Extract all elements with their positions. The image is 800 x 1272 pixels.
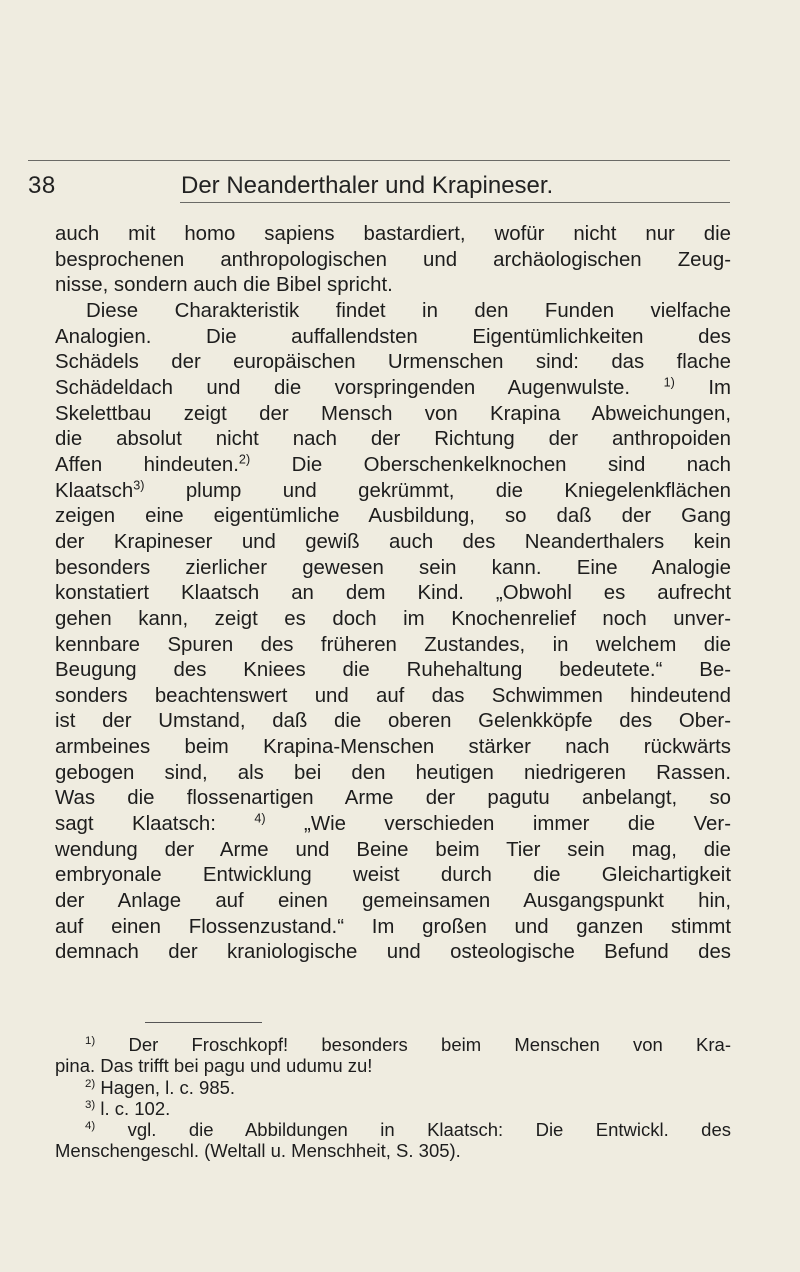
header-bottom-rule xyxy=(180,202,730,203)
text-line xyxy=(55,376,731,402)
text-line: konstatiert Klaatsch an dem Kind. „Obwohl es aufrecht xyxy=(55,582,731,605)
footnote-text: l. c. 102. xyxy=(100,1097,171,1119)
text-segment: Schädeldach und die vorspringenden Augenwulste. xyxy=(55,376,631,399)
text-line: besprochenen anthropologischen und archäologischen Zeug- xyxy=(55,248,731,271)
footnote-2 xyxy=(55,1077,731,1098)
text-line: auf einen Flossenzustand.“ Im großen und ganzen stimmt xyxy=(55,915,731,938)
text-segment: „Wie verschieden immer die Ver- xyxy=(304,813,731,836)
text-line: Diese Charakteristik findet in den Funden vielfache xyxy=(86,299,731,322)
footnote-text: Hagen, l. c. 985. xyxy=(100,1076,236,1098)
text-line: auch mit homo sapiens bastardiert, wofür nicht nur die xyxy=(55,223,731,245)
text-segment: Die Oberschenkelknochen sind nach xyxy=(291,453,731,476)
text-line: zeigen eine eigentümliche Ausbildung, so daß der Gang xyxy=(55,505,731,528)
text-line: gehen kann, zeigt es doch im Knochenrelief noch unver- xyxy=(55,607,731,630)
text-line: Skelettbau zeigt der Mensch von Krapina Abweichungen, xyxy=(55,402,731,425)
footnote-ref: 3) xyxy=(133,477,145,492)
text-line: Was die flossenartigen Arme der pagutu anbelangt, so xyxy=(55,787,731,810)
footnote-marker: 1) xyxy=(85,1035,96,1048)
text-segment: Affen hindeuten. xyxy=(55,453,239,476)
text-line: der Anlage auf einen gemeinsamen Ausgangspunkt hin, xyxy=(55,890,731,913)
text-segment: sagt Klaatsch: xyxy=(55,813,216,836)
text-line: kennbare Spuren des früheren Zustandes, in welchem die xyxy=(55,633,731,656)
text-line: nisse, sondern auch die Bibel spricht. xyxy=(55,274,393,297)
footnotes xyxy=(55,1034,731,1162)
text-segment: Im xyxy=(708,376,731,399)
text-segment: plump und gekrümmt, die Kniegelenkflächen xyxy=(185,479,732,502)
footnote-4 xyxy=(55,1119,731,1140)
text-line: Schädels der europäischen Urmenschen sind: das flache xyxy=(55,351,731,374)
text-line: embryonale Entwicklung weist durch die Gleichartigkeit xyxy=(55,864,731,887)
text-line: gebogen sind, als bei den heutigen niedrigeren Rassen. xyxy=(55,761,731,784)
footnote-text: vgl. die Abbildungen in Klaatsch: Die Entwickl. des xyxy=(127,1119,732,1141)
text-line xyxy=(55,453,731,479)
footnote-marker: 2) xyxy=(85,1077,96,1090)
footnote-1 xyxy=(55,1034,731,1055)
text-line: die absolut nicht nach der Richtung der anthropoiden xyxy=(55,428,731,451)
header-top-rule xyxy=(28,160,730,161)
text-line: Analogien. Die auffallendsten Eigentümlichkeiten des xyxy=(55,325,731,348)
text-line: besonders zierlicher gewesen sein kann. Eine Analogie xyxy=(55,556,731,579)
footnote-4-cont: Menschengeschl. (Weltall u. Menschheit, S. 305). xyxy=(55,1140,461,1162)
page-number: 38 xyxy=(28,172,56,199)
text-line: sonders beachtenswert und auf das Schwimmen hindeutend xyxy=(55,684,731,707)
footnote-text: Der Froschkopf! besonders beim Menschen von Kra- xyxy=(128,1034,732,1055)
footnote-marker: 4) xyxy=(85,1120,96,1133)
text-line: wendung der Arme und Beine beim Tier sein mag, die xyxy=(55,838,731,861)
text-line: ist der Umstand, daß die oberen Gelenkköpfe des Ober- xyxy=(55,710,731,733)
footnote-3 xyxy=(55,1098,731,1119)
text-line xyxy=(55,479,731,505)
footnote-ref: 1) xyxy=(663,375,675,390)
page-header xyxy=(28,164,730,204)
text-line: der Krapineser und gewiß auch des Neanderthalers kein xyxy=(55,530,731,553)
footnote-marker: 3) xyxy=(85,1099,96,1112)
text-line: Beugung des Kniees die Ruhehaltung bedeutete.“ Be- xyxy=(55,659,731,682)
text-segment: Klaatsch xyxy=(55,479,134,502)
text-line xyxy=(55,812,731,838)
body-text xyxy=(55,222,731,966)
footnote-separator xyxy=(145,1022,262,1023)
text-line: armbeines beim Krapina-Menschen stärker nach rückwärts xyxy=(55,736,731,759)
footnote-1-cont: pina. Das trifft bei pagu und udumu zu! xyxy=(55,1055,373,1077)
text-line: demnach der kraniologische und osteologische Befund des xyxy=(55,941,731,964)
footnote-ref: 4) xyxy=(254,811,266,826)
footnote-ref: 2) xyxy=(238,452,251,467)
running-title: Der Neanderthaler und Krapineser. xyxy=(181,172,554,199)
